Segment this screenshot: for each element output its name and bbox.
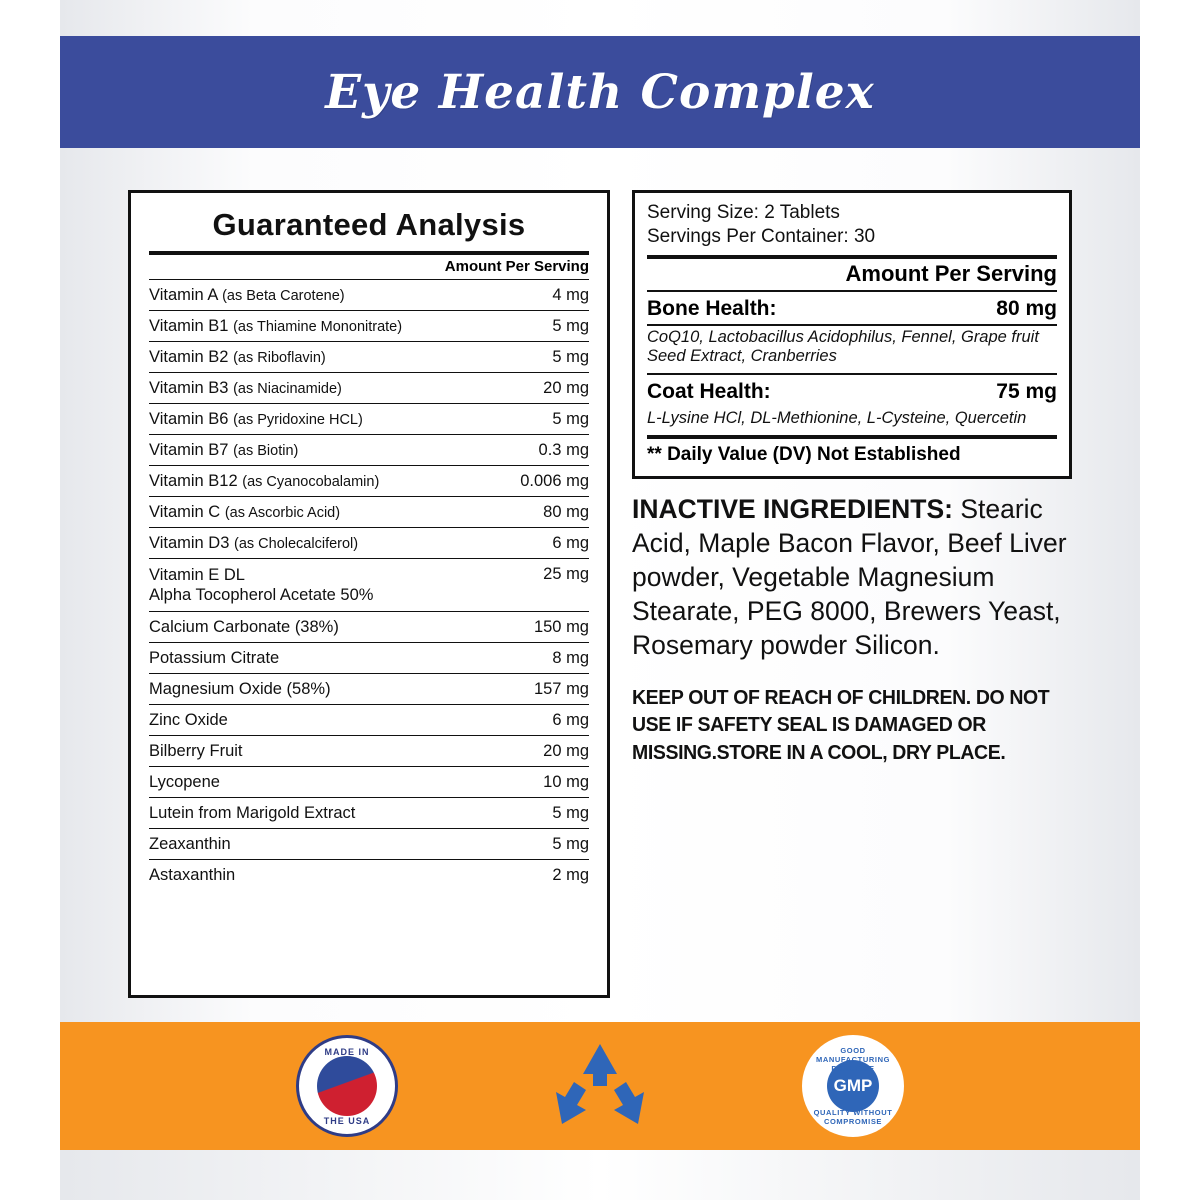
table-row (149, 434, 589, 465)
nutrient-name: Vitamin B3 (as Niacinamide) (149, 378, 342, 397)
nutrient-row (647, 292, 1057, 324)
page-title: Eye Health Complex (325, 64, 875, 120)
inactive-ingredients (632, 493, 1102, 663)
nutrient-amount: 5 mg (552, 803, 589, 822)
nutrient-amount: 8 mg (552, 648, 589, 667)
nutrient-amount: 75 mg (996, 380, 1057, 404)
nutrient-amount: 5 mg (552, 409, 589, 428)
nutrient-name: Vitamin A (as Beta Carotene) (149, 286, 345, 304)
nutrient-name: Vitamin E DL Alpha Tocopherol Acetate 50% (149, 565, 374, 605)
table-row (149, 797, 589, 828)
nutrient-name: Bone Health: (647, 296, 777, 320)
nutrient-amount: 20 mg (543, 378, 589, 397)
servings-per-container: Servings Per Container: 30 (647, 225, 876, 247)
table-row (149, 673, 589, 704)
table-row (149, 611, 589, 642)
serving-size: Serving Size: 2 Tablets (647, 202, 840, 223)
nutrient-amount: 5 mg (552, 347, 589, 366)
table-row (149, 372, 589, 403)
nutrient-amount: 157 mg (533, 679, 589, 698)
amount-per-serving-label: Amount Per Serving (444, 258, 589, 275)
nutrient-amount: 10 mg (543, 772, 589, 791)
nutrient-amount: 20 mg (543, 741, 589, 760)
gmp-badge (802, 1035, 904, 1137)
usa-flag-icon (296, 1035, 398, 1137)
table-row (149, 558, 589, 611)
nutrient-amount: 2 mg (552, 865, 589, 884)
table-row (149, 704, 589, 735)
amount-per-serving-header (149, 255, 589, 279)
guaranteed-analysis-box (128, 190, 610, 998)
nutrient-details: L-Lysine HCl, DL-Methionine, L-Cysteine, Quercetin (647, 409, 1027, 428)
badge-band (60, 1022, 1140, 1150)
nutrient-name: Vitamin B1 (as Thiamine Mononitrate) (149, 316, 403, 335)
table-row (149, 465, 589, 496)
warning-text: KEEP OUT OF REACH OF CHILDREN. DO NOT USE IF SAFETY SEAL IS DAMAGED OR MISSING.STORE IN A COOL, DRY PLACE. (632, 686, 1050, 764)
nutrient-name: Potassium Citrate (149, 648, 280, 667)
nutrient-name: Zeaxanthin (149, 834, 231, 853)
supplement-facts-box (632, 190, 1072, 479)
nutrient-name: Lutein from Marigold Extract (149, 803, 356, 822)
nutrient-amount: 5 mg (552, 316, 589, 335)
amount-per-serving-label: Amount Per Serving (845, 260, 1057, 286)
table-row (149, 766, 589, 797)
table-row (149, 859, 589, 890)
nutrient-amount: 0.006 mg (520, 471, 589, 490)
made-in-usa-badge (296, 1035, 398, 1137)
recycle-icon (548, 1038, 652, 1134)
table-row (149, 642, 589, 673)
table-row (149, 527, 589, 558)
table-row (149, 828, 589, 859)
nutrient-details: CoQ10, Lactobacillus Acidophilus, Fennel, Grape fruit Seed Extract, Cranberries (647, 327, 1039, 366)
bottom-strip (60, 1150, 1140, 1200)
nutrient-amount: 4 mg (552, 286, 589, 304)
usa-flag-glyph (317, 1056, 377, 1116)
table-row (149, 735, 589, 766)
nutrient-name: Vitamin C (as Ascorbic Acid) (149, 502, 341, 521)
nutrient-amount: 25 mg (543, 564, 589, 583)
nutrient-name: Magnesium Oxide (58%) (149, 679, 331, 698)
inactive-ingredients-label: INACTIVE INGREDIENTS: (632, 493, 953, 524)
nutrient-amount: 80 mg (996, 296, 1057, 320)
guaranteed-analysis-title: Guaranteed Analysis (212, 207, 526, 242)
table-row (149, 310, 589, 341)
label-content (60, 150, 1140, 1018)
nutrient-amount: 6 mg (552, 710, 589, 729)
nutrient-amount: 80 mg (543, 502, 589, 521)
nutrient-name: Vitamin B6 (as Pyridoxine HCL) (149, 409, 363, 428)
gmp-bottom-label: QUALITY WITHOUT COMPROMISE (813, 1108, 893, 1126)
nutrient-name: Zinc Oxide (149, 710, 228, 729)
nutrient-name: Vitamin B12 (as Cyanocobalamin) (149, 471, 380, 490)
nutrient-name: Lycopene (149, 772, 220, 791)
nutrient-name: Coat Health: (647, 380, 771, 404)
table-row (149, 341, 589, 372)
header-band (60, 36, 1140, 148)
gmp-top-label: GOOD MANUFACTURING PRACTICE (815, 1046, 891, 1073)
table-row (149, 279, 589, 310)
table-row (149, 496, 589, 527)
gmp-icon (802, 1035, 904, 1137)
made-in-usa-bottom-label: THE USA (323, 1116, 371, 1126)
nutrient-name: Bilberry Fruit (149, 741, 243, 760)
made-in-usa-top-label: MADE IN (324, 1047, 370, 1057)
table-row (149, 403, 589, 434)
nutrient-row (647, 375, 1057, 407)
nutrient-name: Vitamin B2 (as Riboflavin) (149, 347, 326, 366)
nutrient-amount: 0.3 mg (538, 440, 589, 459)
nutrient-name: Vitamin D3 (as Cholecalciferol) (149, 533, 359, 552)
nutrient-name: Calcium Carbonate (38%) (149, 617, 339, 636)
right-column (632, 190, 1072, 766)
daily-value-note: ** Daily Value (DV) Not Established (647, 443, 961, 465)
gmp-center-label: GMP (827, 1060, 879, 1112)
nutrient-name: Astaxanthin (149, 865, 236, 884)
nutrient-amount: 6 mg (552, 533, 589, 552)
nutrient-name: Vitamin B7 (as Biotin) (149, 440, 299, 459)
nutrient-amount: 5 mg (552, 834, 589, 853)
inactive-ingredients-text: Stearic Acid, Maple Bacon Flavor, Beef Liver powder, Vegetable Magnesium Stearate, PEG 8000, Brewers Yeast, Rosemary powder Silicon. (632, 493, 1067, 660)
nutrient-amount: 150 mg (533, 617, 589, 636)
